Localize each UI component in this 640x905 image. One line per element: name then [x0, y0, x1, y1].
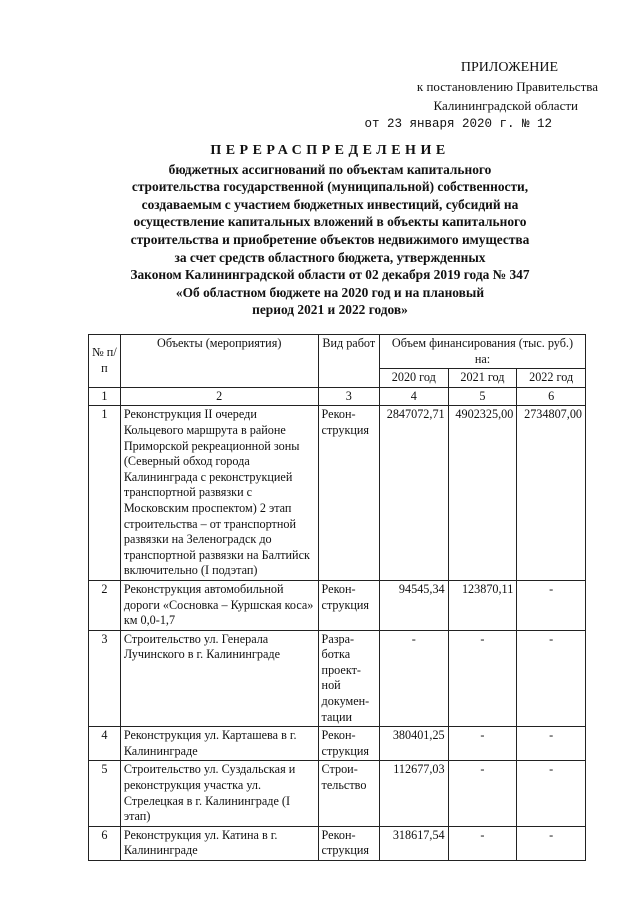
table-header-row — [89, 335, 586, 369]
row-type: Рекон-струкция — [318, 580, 379, 630]
row-type: Строи-тельство — [318, 761, 379, 826]
row-2022: - — [517, 761, 586, 826]
col-number: 2 — [120, 387, 318, 406]
table-row — [89, 630, 586, 727]
row-2020: 318617,54 — [379, 826, 448, 860]
row-num: 4 — [89, 727, 121, 761]
row-2021: - — [448, 761, 517, 826]
row-2021: 4902325,00 — [448, 406, 517, 581]
row-num: 5 — [89, 761, 121, 826]
heading-line: строительства государственной (муниципальной) собственности, — [131, 179, 529, 195]
table-row — [89, 761, 586, 826]
table-row — [89, 826, 586, 860]
row-2020: - — [379, 630, 448, 727]
heading-title: ПЕРЕРАСПРЕДЕЛЕНИЕ — [210, 143, 450, 158]
table-row — [89, 406, 586, 581]
row-num: 3 — [89, 630, 121, 727]
table-row — [89, 580, 586, 630]
heading-line: строительства и приобретение объектов недвижимого имущества — [130, 231, 530, 247]
row-2020: 2847072,71 — [379, 406, 448, 581]
appendix-decree-line: к постановлению Правительства — [416, 79, 598, 94]
row-2021: 123870,11 — [448, 580, 517, 630]
row-type: Рекон-струкция — [318, 406, 379, 581]
row-type: Рекон-струкция — [318, 727, 379, 761]
col-number: 4 — [379, 387, 448, 406]
heading-line: «Об областном бюджете на 2020 год и на плановый — [175, 284, 485, 300]
row-num: 6 — [89, 826, 121, 860]
row-2022: - — [517, 630, 586, 727]
row-object: Реконструкция II очереди Кольцевого маршрута в районе Приморской рекреационной зоны (Северный обход города Калининграда с реконструкцией транспортной развязки с Московским проспектом) 2 этап строительства – от транспортной развязки на Зеленоградск до транспортной развязки на Балтийск включительно (I подэтап) — [120, 406, 318, 581]
col-number: 1 — [89, 387, 121, 406]
appendix-title: ПРИЛОЖЕНИЕ — [460, 60, 558, 75]
row-2021: - — [448, 826, 517, 860]
row-type: Разра-ботка проект-ной докумен-тации — [318, 630, 379, 727]
row-2022: - — [517, 580, 586, 630]
heading-line: осуществление капитальных вложений в объекты капитального — [133, 214, 527, 230]
heading-line: бюджетных ассигнований по объектам капитального — [168, 161, 492, 177]
row-2020: 380401,25 — [379, 727, 448, 761]
heading-line: создаваемым с участием бюджетных инвестиций, субсидий на — [141, 196, 519, 212]
funding-table — [88, 334, 586, 861]
header-2020: 2020 год — [379, 369, 448, 388]
col-number: 3 — [318, 387, 379, 406]
row-type: Рекон-струкция — [318, 826, 379, 860]
row-2021: - — [448, 727, 517, 761]
row-object: Реконструкция ул. Карташева в г. Калининграде — [120, 727, 318, 761]
appendix-region-line: Калининградской области — [433, 98, 578, 113]
row-object: Реконструкция ул. Катина в г. Калининграде — [120, 826, 318, 860]
header-type: Вид работ — [318, 335, 379, 388]
appendix-date-line: от 23 января 2020 г. № 12 — [364, 117, 552, 131]
header-funding: Объем финансирования (тыс. руб.) на: — [379, 335, 585, 369]
row-2020: 94545,34 — [379, 580, 448, 630]
row-2022: 2734807,00 — [517, 406, 586, 581]
heading-line: период 2021 и 2022 годов» — [252, 302, 408, 318]
row-num: 2 — [89, 580, 121, 630]
row-2020: 112677,03 — [379, 761, 448, 826]
row-object: Строительство ул. Генерала Лучинского в г. Калининграде — [120, 630, 318, 727]
header-2021: 2021 год — [448, 369, 517, 388]
header-num: № п/п — [89, 335, 121, 388]
table-column-numbers-row — [89, 387, 586, 406]
appendix-block — [340, 58, 610, 134]
table-row — [89, 727, 586, 761]
heading-line: Законом Калининградской области от 02 декабря 2019 года № 347 — [130, 267, 530, 283]
row-2022: - — [517, 727, 586, 761]
row-object: Строительство ул. Суздальская и реконструкция участка ул. Стрелецкая в г. Калининграде (I этап) — [120, 761, 318, 826]
row-num: 1 — [89, 406, 121, 581]
header-objects: Объекты (мероприятия) — [120, 335, 318, 388]
row-2021: - — [448, 630, 517, 727]
col-number: 5 — [448, 387, 517, 406]
heading-line: за счет средств областного бюджета, утвержденных — [174, 249, 486, 265]
row-object: Реконструкция автомобильной дороги «Сосновка – Куршская коса» км 0,0-1,7 — [120, 580, 318, 630]
col-number: 6 — [517, 387, 586, 406]
document-heading — [60, 142, 600, 319]
row-2022: - — [517, 826, 586, 860]
header-2022: 2022 год — [517, 369, 586, 388]
